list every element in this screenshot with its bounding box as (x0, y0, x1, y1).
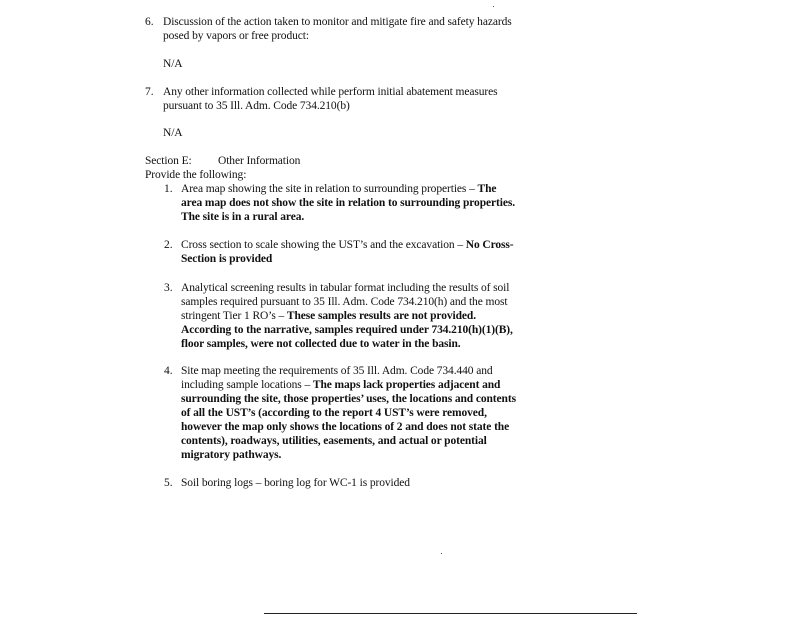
item-text-line: Section is provided (181, 253, 273, 265)
item-answer: N/A (163, 127, 183, 139)
scan-speck (441, 553, 442, 554)
item-text-line: floor samples, were not collected due to water in the basin. (181, 338, 461, 350)
item-text-line: posed by vapors or free product: (163, 30, 309, 42)
item-number: 1. (164, 183, 173, 195)
item-text-line: however the map only shows the locations of 2 and does not state the (181, 421, 510, 433)
item-text-line: Area map showing the site in relation to surrounding properties – The (181, 183, 497, 195)
item-number: 7. (145, 86, 154, 98)
item-text-line: samples required pursuant to 35 Ill. Adm. Code 734.210(h) and the most (181, 296, 508, 308)
item-number: 2. (164, 239, 173, 251)
item-text-line: including sample locations – The maps lack properties adjacent and (181, 379, 501, 391)
section-label: Section E: (145, 155, 192, 167)
scan-speck (493, 6, 494, 7)
item-number: 6. (145, 16, 154, 28)
item-text-line: Site map meeting the requirements of 35 Ill. Adm. Code 734.440 and (181, 365, 493, 377)
item-text-line: The site is in a rural area. (181, 211, 305, 223)
item-text-line: Soil boring logs – boring log for WC-1 is provided (181, 477, 410, 489)
item-text-line: pursuant to 35 Ill. Adm. Code 734.210(b) (163, 100, 350, 112)
item-text-line: Discussion of the action taken to monitor and mitigate fire and safety hazards (163, 16, 512, 28)
item-text-line: of all the UST’s (according to the report 4 UST’s were removed, (181, 407, 487, 419)
item-number: 3. (164, 282, 173, 294)
footer-rule (574, 613, 637, 614)
item-text-line: area map does not show the site in relation to surrounding properties. (181, 197, 515, 209)
item-text-line: contents), roadways, utilities, easements, and actual or potential (181, 435, 487, 447)
item-text-line: migratory pathways. (181, 449, 282, 461)
section-title: Other Information (218, 155, 301, 167)
item-answer: N/A (163, 58, 183, 70)
item-number: 4. (164, 365, 173, 377)
item-text-line: Any other information collected while perform initial abatement measures (163, 86, 498, 98)
item-text-line: stringent Tier 1 RO’s – These samples results are not provided. (181, 310, 476, 322)
item-text-line: surrounding the site, those properties’ uses, the locations and contents (181, 393, 516, 405)
item-text-line: Analytical screening results in tabular format including the results of soil (181, 282, 510, 294)
item-text-line: Cross section to scale showing the UST’s and the excavation – No Cross- (181, 239, 514, 251)
section-intro: Provide the following: (145, 169, 247, 181)
item-number: 5. (164, 477, 173, 489)
footer-rule (264, 613, 574, 614)
item-text-line: According to the narrative, samples required under 734.210(h)(1)(B), (181, 324, 513, 336)
